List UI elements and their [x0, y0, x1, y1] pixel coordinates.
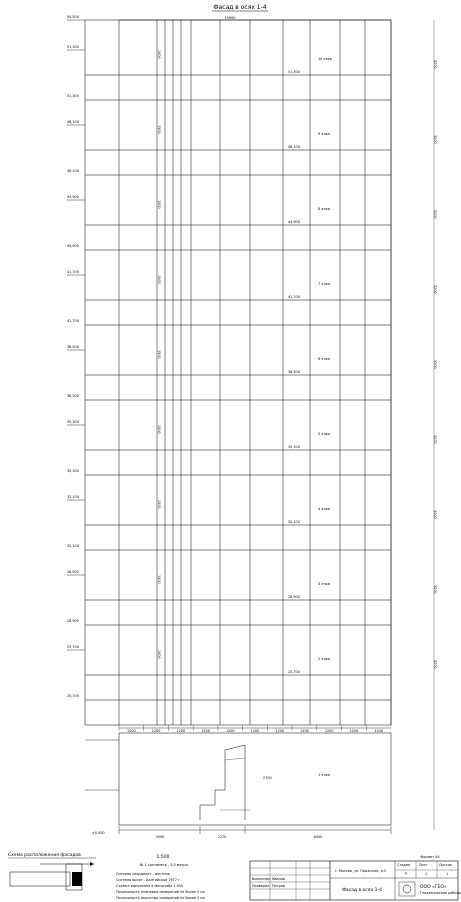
side-dimension-label: 3200	[433, 210, 437, 219]
elevation-left: 28,900	[67, 570, 79, 574]
elevation-right: 35,300	[288, 445, 300, 449]
side-dimension-label: 3200	[433, 435, 437, 444]
floor-lines-group	[85, 75, 391, 700]
elevation-right: 28,900	[288, 595, 300, 599]
window-dimension-label: 1500	[157, 50, 161, 59]
elevation-left: 48,100	[67, 169, 79, 173]
sheet-value: 1	[425, 872, 428, 876]
elevation-labels	[67, 15, 437, 830]
side-dimension-label: 3200	[433, 360, 437, 369]
elevation-left: 51,300	[67, 94, 79, 98]
window-dimension-label: 1500	[157, 125, 161, 134]
bay-dimension: 1200	[349, 729, 359, 733]
elevation-right: 32,100	[288, 520, 300, 524]
side-dimension-label: 3200	[433, 135, 437, 144]
floor-label: 5 этаж	[318, 432, 331, 436]
elevation-left: 25,700	[67, 645, 79, 649]
floor-label: 9 этаж	[318, 132, 331, 136]
note-line-2: Система координат - местная	[116, 872, 170, 876]
role-2: Проверил	[252, 884, 270, 888]
company-sub: Геодезические работы	[420, 891, 461, 895]
floor-label: 7 этаж	[318, 282, 331, 286]
elevation-left: 28,900	[67, 619, 79, 623]
side-dimension: 2700	[263, 776, 272, 780]
entrance-porch	[200, 745, 245, 820]
window-dimension-label: 1500	[157, 500, 161, 509]
bottom-elevation: ±0,000	[92, 831, 105, 835]
note-line-3: Система высот - Балтийская 1977 г.	[116, 878, 181, 882]
window-dimension-label: 1500	[157, 575, 161, 584]
sheet-head: Лист	[419, 863, 428, 867]
company-logo	[399, 882, 415, 896]
bay-dimension: 1200	[176, 729, 186, 733]
name-1: Иванов	[272, 877, 285, 881]
company-name: ООО «ГЕО»	[420, 885, 447, 890]
elevation-right: 51,300	[288, 70, 300, 74]
elevation-left: 38,500	[67, 345, 79, 349]
name-2: Петров	[272, 884, 285, 888]
ground-floor-label: 1 этаж	[318, 773, 331, 777]
note-line-4: Съемка выполнена в масштабе 1:500	[116, 884, 184, 888]
bay-dimension-chain	[119, 725, 383, 733]
role-1: Выполнил	[252, 877, 271, 881]
top-dimension: 15900	[224, 16, 236, 20]
elevation-left: 41,700	[67, 270, 79, 274]
elevation-right: 38,500	[288, 370, 300, 374]
bay-dimension: 1200	[127, 729, 136, 733]
stage-head: Стадия	[397, 863, 411, 867]
floor-label: 10 этаж	[318, 57, 333, 61]
window-dimension-label: 1500	[157, 275, 161, 284]
floor-label: 2 этаж	[318, 657, 331, 661]
side-dimension-label: 3200	[433, 285, 437, 294]
bay-dimension: 1200	[374, 729, 383, 733]
roof-elevation: 54,500	[67, 15, 79, 19]
bottom-dim-3: 6000	[313, 835, 323, 839]
bay-dimension: 1200	[275, 729, 285, 733]
scale-label: 1:500	[156, 855, 170, 860]
elevation-left: 32,100	[67, 544, 79, 548]
elevation-left: 38,500	[67, 394, 79, 398]
facade-outline	[85, 20, 391, 725]
floor-label: 8 этаж	[318, 207, 331, 211]
scheme-label: Схема расположения фасадов	[8, 853, 81, 858]
elevation-left: 51,300	[67, 45, 79, 49]
stage-value: Р	[405, 872, 408, 876]
elevation-left: 44,900	[67, 244, 79, 248]
elevation-left: 44,900	[67, 195, 79, 199]
elevation-right: 25,700	[288, 670, 300, 674]
note-line-5: Погрешность плановых измерений не более 5 см	[116, 890, 205, 894]
address-label: г. Москва, ул. Пражская, д.5	[335, 869, 387, 873]
bay-dimension: 1200	[225, 729, 235, 733]
bay-dimension: 1200	[300, 729, 309, 733]
window-dimension-label: 1500	[157, 425, 161, 434]
elevation-left: 32,100	[67, 495, 79, 499]
elevation-right: 48,100	[288, 145, 300, 149]
floor-label: 4 этаж	[318, 507, 331, 511]
elevation-left: 35,300	[67, 420, 79, 424]
elevation-left: 48,100	[67, 120, 79, 124]
floor-label: 6 этаж	[318, 357, 331, 361]
bottom-dim-1: 4500	[155, 835, 165, 839]
side-dimension-label: 3200	[433, 660, 437, 669]
bay-dimension: 1200	[151, 729, 161, 733]
elevation-left: 25,700	[67, 694, 79, 698]
side-dimension-label: 3200	[433, 60, 437, 69]
window-dimension-label: 1500	[157, 350, 161, 359]
floor-label: 3 этаж	[318, 582, 331, 586]
title-block	[250, 861, 461, 900]
bay-dimension: 1200	[250, 729, 260, 733]
sheets-value: 1	[446, 872, 449, 876]
bay-dimension: 1200	[201, 729, 210, 733]
note-line-1: № 1 сантиметр - 5,0 метра	[140, 863, 188, 867]
elevation-left: 41,700	[67, 319, 79, 323]
side-dimension-label: 3200	[433, 585, 437, 594]
elevation-right: 44,900	[288, 220, 300, 224]
window-dimension-label: 1500	[157, 650, 161, 659]
drawing-title: Фасад в осях 1-4	[213, 4, 267, 11]
sheet-title-label: Фасад в осях 1-4	[342, 888, 382, 893]
note-line-6: Погрешность высотных измерений не более 3 см	[116, 896, 205, 900]
bay-dimension: 1200	[324, 729, 334, 733]
ground-floor-block	[119, 733, 391, 825]
elevation-left: 35,300	[67, 469, 79, 473]
bottom-dim-2: 2170	[217, 835, 227, 839]
side-dimension-label: 3200	[433, 510, 437, 519]
sheets-head: Листов	[439, 863, 452, 867]
scheme-building	[10, 872, 70, 886]
window-dimension-label: 1500	[157, 200, 161, 209]
elevation-right: 41,700	[288, 295, 300, 299]
format-label: Формат А4	[420, 855, 440, 859]
